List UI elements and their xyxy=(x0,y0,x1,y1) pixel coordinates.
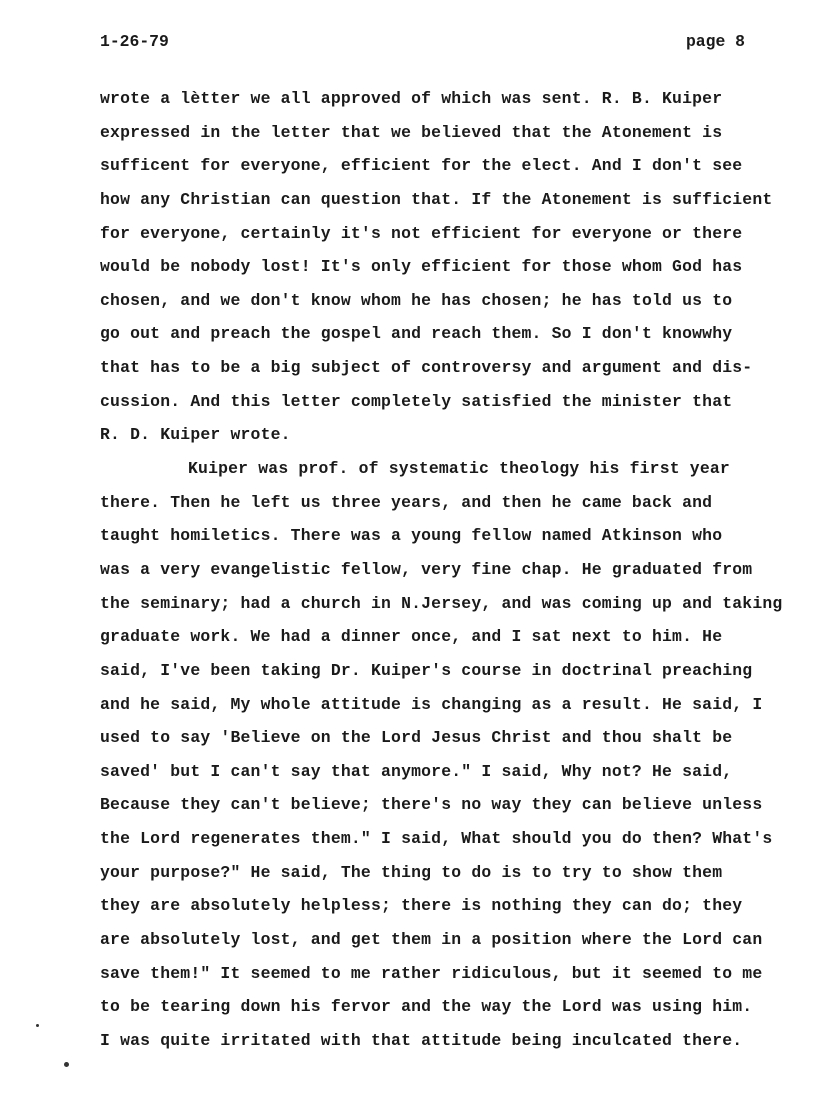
paragraph-start-line: Kuiper was prof. of systematic theology his first year xyxy=(188,459,730,479)
text-line: was a very evangelistic fellow, very fine chap. He graduated from xyxy=(100,559,753,579)
text-line: are absolutely lost, and get them in a position where the Lord can xyxy=(100,930,763,950)
text-line: go out and preach the gospel and reach them. So I don't knowwhy xyxy=(100,324,733,344)
text-line: for everyone, certainly it's not efficient for everyone or there xyxy=(100,223,743,243)
text-line: I was quite irritated with that attitude being inculcated there. xyxy=(100,1030,743,1050)
text-line: save them!" It seemed to me rather ridiculous, but it seemed to me xyxy=(100,963,763,983)
scan-speck xyxy=(64,1062,69,1067)
text-line: to be tearing down his fervor and the way the Lord was using him. xyxy=(100,997,753,1017)
text-line: chosen, and we don't know whom he has chosen; he has told us to xyxy=(100,290,733,310)
text-line: taught homiletics. There was a young fellow named Atkinson who xyxy=(100,526,723,546)
text-line: Because they can't believe; there's no way they can believe unless xyxy=(100,795,763,815)
text-line: R. D. Kuiper wrote. xyxy=(100,425,291,445)
text-line: your purpose?" He said, The thing to do is to try to show them xyxy=(100,862,723,882)
text-line: there. Then he left us three years, and then he came back and xyxy=(100,492,713,512)
text-line: that has to be a big subject of controversy and argument and dis- xyxy=(100,358,753,378)
document-date: 1-26-79 xyxy=(100,32,169,51)
text-line: the seminary; had a church in N.Jersey, and was coming up and taking xyxy=(100,593,783,613)
transcript-body xyxy=(100,82,832,1058)
text-line: graduate work. We had a dinner once, and I sat next to him. He xyxy=(100,627,723,647)
scan-speck xyxy=(36,1024,39,1027)
page-number: page 8 xyxy=(685,32,745,51)
text-line: and he said, My whole attitude is changing as a result. He said, I xyxy=(100,694,763,714)
text-line: the Lord regenerates them." I said, What should you do then? What's xyxy=(100,829,773,849)
text-line: sufficent for everyone, efficient for the elect. And I don't see xyxy=(100,156,743,176)
text-line: saved' but I can't say that anymore." I said, Why not? He said, xyxy=(100,761,733,781)
page-header xyxy=(100,32,745,56)
text-line: said, I've been taking Dr. Kuiper's course in doctrinal preaching xyxy=(100,660,753,680)
text-line: how any Christian can question that. If the Atonement is sufficient xyxy=(100,189,773,209)
text-line: cussion. And this letter completely satisfied the minister that xyxy=(100,391,733,411)
text-line: they are absolutely helpless; there is nothing they can do; they xyxy=(100,896,743,916)
text-line: wrote a lètter we all approved of which was sent. R. B. Kuiper xyxy=(100,89,723,108)
text-line: used to say 'Believe on the Lord Jesus Christ and thou shalt be xyxy=(100,728,733,748)
text-line: would be nobody lost! It's only efficient for those whom God has xyxy=(100,257,743,277)
text-line: expressed in the letter that we believed that the Atonement is xyxy=(100,122,723,142)
